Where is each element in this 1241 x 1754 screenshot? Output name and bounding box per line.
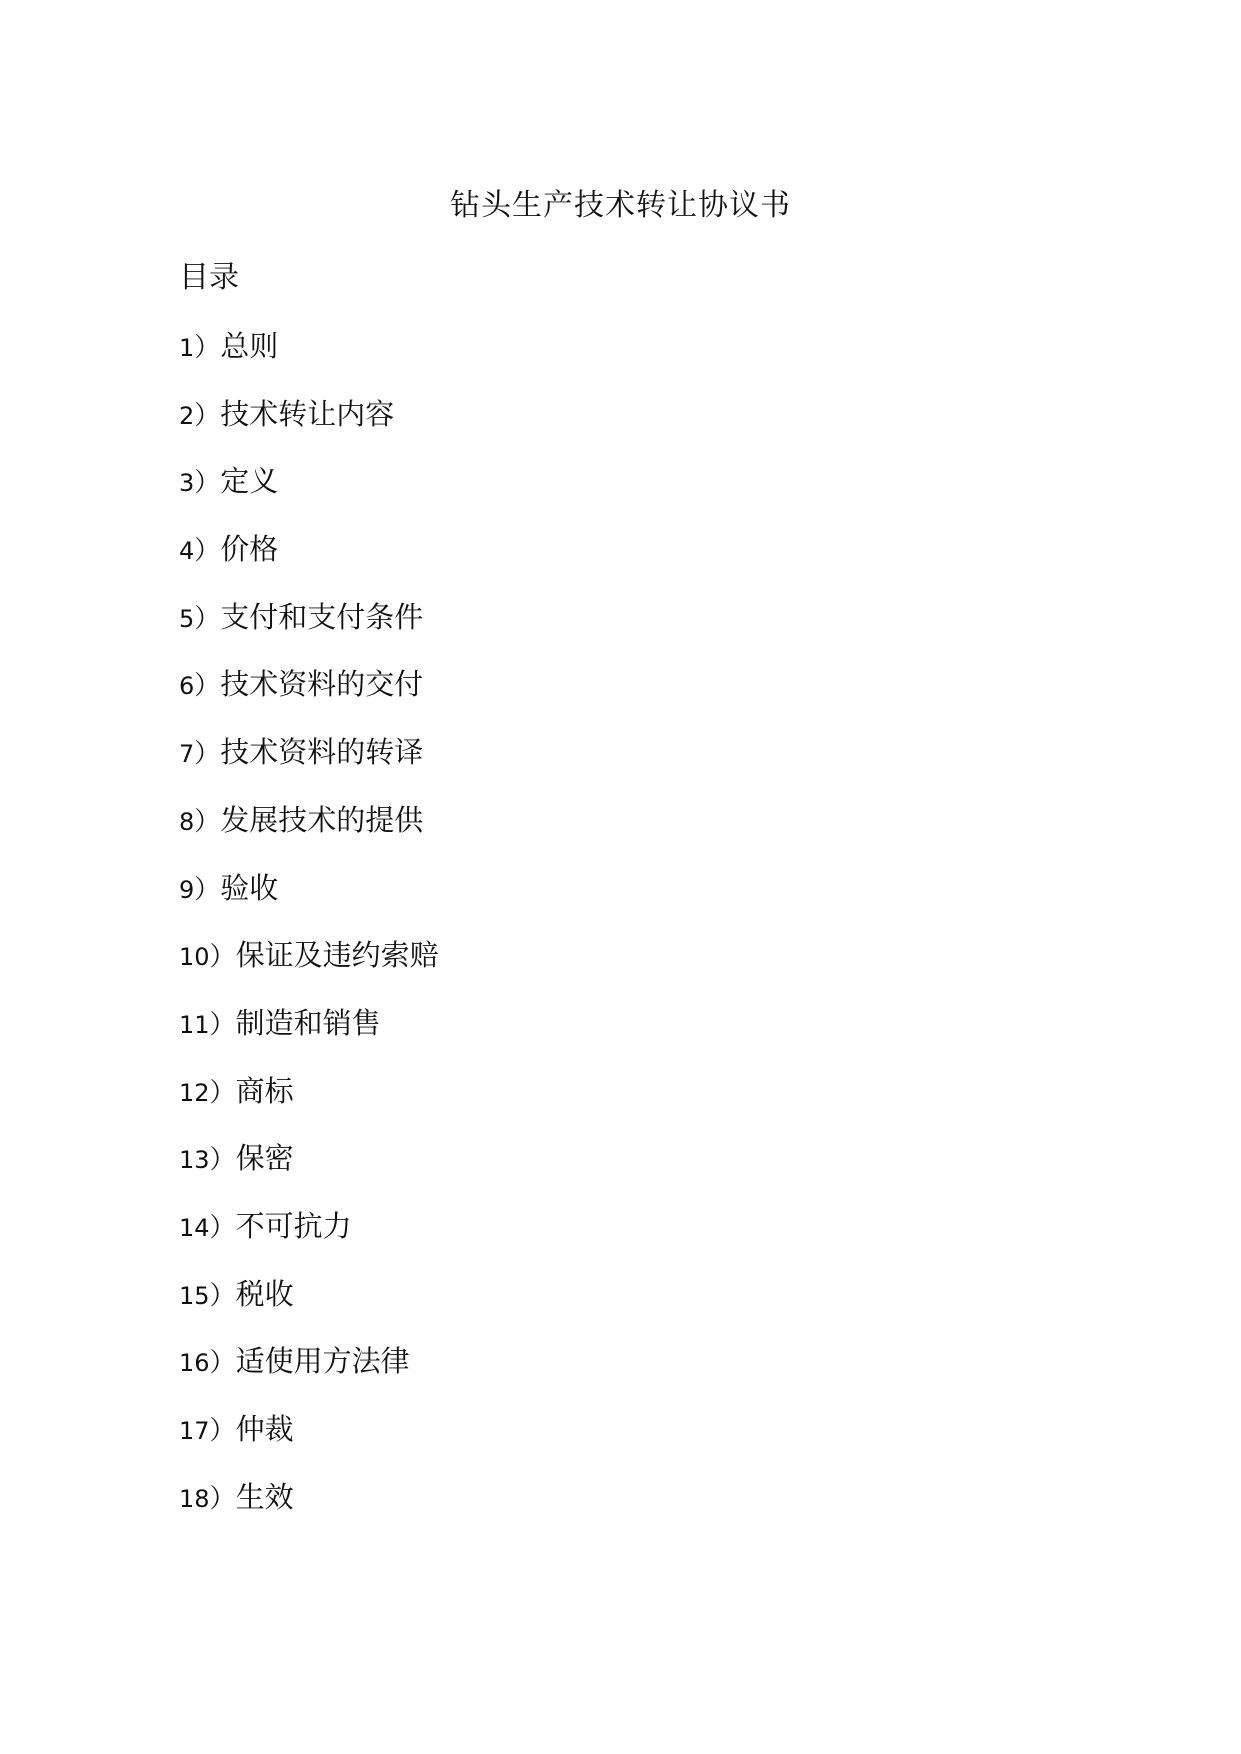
toc-item	[179, 1071, 439, 1139]
toc-item-paren: ）	[194, 874, 221, 905]
toc-item	[179, 597, 439, 665]
toc-item-label: 验收	[220, 870, 279, 905]
toc-item	[179, 935, 439, 1003]
toc-item-paren: ）	[194, 536, 221, 567]
document-title: 钻头生产技术转让协议书	[450, 188, 791, 223]
toc-item-label: 税收	[235, 1276, 294, 1311]
toc-item-label: 保密	[235, 1141, 294, 1176]
toc-item-paren: ）	[209, 1212, 236, 1243]
toc-item-number: 11	[179, 1010, 210, 1039]
toc-item-number: 3	[179, 469, 195, 498]
toc-item-paren: ）	[209, 1009, 236, 1040]
toc-item	[179, 732, 439, 800]
toc-item-label: 仲裁	[235, 1412, 294, 1446]
toc-item-number: 18	[179, 1484, 210, 1513]
toc-item-label: 发展技术的提供	[220, 802, 424, 837]
toc-item-label: 定义	[220, 464, 279, 499]
table-of-contents	[179, 326, 439, 1544]
toc-item-paren: ）	[194, 603, 221, 634]
toc-item-number: 7	[179, 740, 195, 769]
toc-item-paren: ）	[209, 942, 236, 973]
toc-item	[179, 1003, 439, 1071]
toc-heading: 目录	[179, 260, 239, 295]
toc-item	[179, 529, 439, 597]
toc-item-number: 15	[179, 1281, 210, 1310]
toc-item-paren: ）	[209, 1077, 236, 1108]
toc-item	[179, 394, 439, 462]
toc-item-paren: ）	[209, 1145, 236, 1176]
toc-item-label: 商标	[235, 1073, 294, 1108]
toc-item-number: 4	[179, 537, 195, 566]
toc-item-number: 2	[179, 401, 195, 430]
toc-item-label: 制造和销售	[235, 1005, 381, 1040]
toc-item-label: 技术资料的交付	[220, 667, 424, 702]
toc-item-label: 保证及违约索赔	[235, 938, 439, 973]
toc-item	[179, 1206, 439, 1274]
toc-item-number: 6	[179, 672, 195, 701]
toc-item	[179, 664, 439, 732]
toc-item-paren: ）	[194, 806, 221, 837]
toc-item	[179, 1409, 439, 1477]
toc-item-paren: ）	[209, 1416, 236, 1446]
toc-item-label: 技术资料的转译	[220, 735, 424, 770]
toc-item-label: 不可抗力	[235, 1208, 352, 1243]
toc-item-paren: ）	[194, 739, 221, 770]
toc-item-number: 8	[179, 807, 195, 836]
toc-item-label: 价格	[220, 532, 279, 567]
toc-item-label: 技术转让内容	[220, 396, 395, 431]
toc-item-label: 适使用方法律	[235, 1344, 410, 1379]
toc-item-paren: ）	[209, 1280, 236, 1311]
toc-item-paren: ）	[194, 400, 221, 431]
toc-item	[179, 1341, 439, 1409]
toc-item	[179, 461, 439, 529]
toc-item-number: 1	[179, 334, 195, 362]
toc-item-paren: ）	[194, 333, 221, 363]
toc-item-label: 总则	[220, 329, 279, 363]
toc-item	[179, 1274, 439, 1342]
toc-item-number: 10	[179, 943, 210, 972]
toc-item-number: 17	[179, 1417, 210, 1445]
toc-item	[179, 800, 439, 868]
toc-item-number: 9	[179, 875, 195, 904]
toc-item-number: 5	[179, 604, 195, 633]
toc-item-number: 16	[179, 1349, 210, 1378]
toc-item-number: 12	[179, 1078, 210, 1107]
toc-item-number: 13	[179, 1146, 210, 1175]
toc-item-paren: ）	[194, 671, 221, 702]
toc-item	[179, 326, 439, 394]
toc-item-label: 生效	[235, 1479, 294, 1514]
toc-item-paren: ）	[209, 1483, 236, 1514]
toc-item-number: 14	[179, 1213, 210, 1242]
toc-item	[179, 1477, 439, 1545]
toc-item-label: 支付和支付条件	[220, 599, 424, 634]
toc-item-paren: ）	[209, 1348, 236, 1379]
toc-item	[179, 1138, 439, 1206]
toc-item	[179, 868, 439, 936]
toc-item-paren: ）	[194, 468, 221, 499]
